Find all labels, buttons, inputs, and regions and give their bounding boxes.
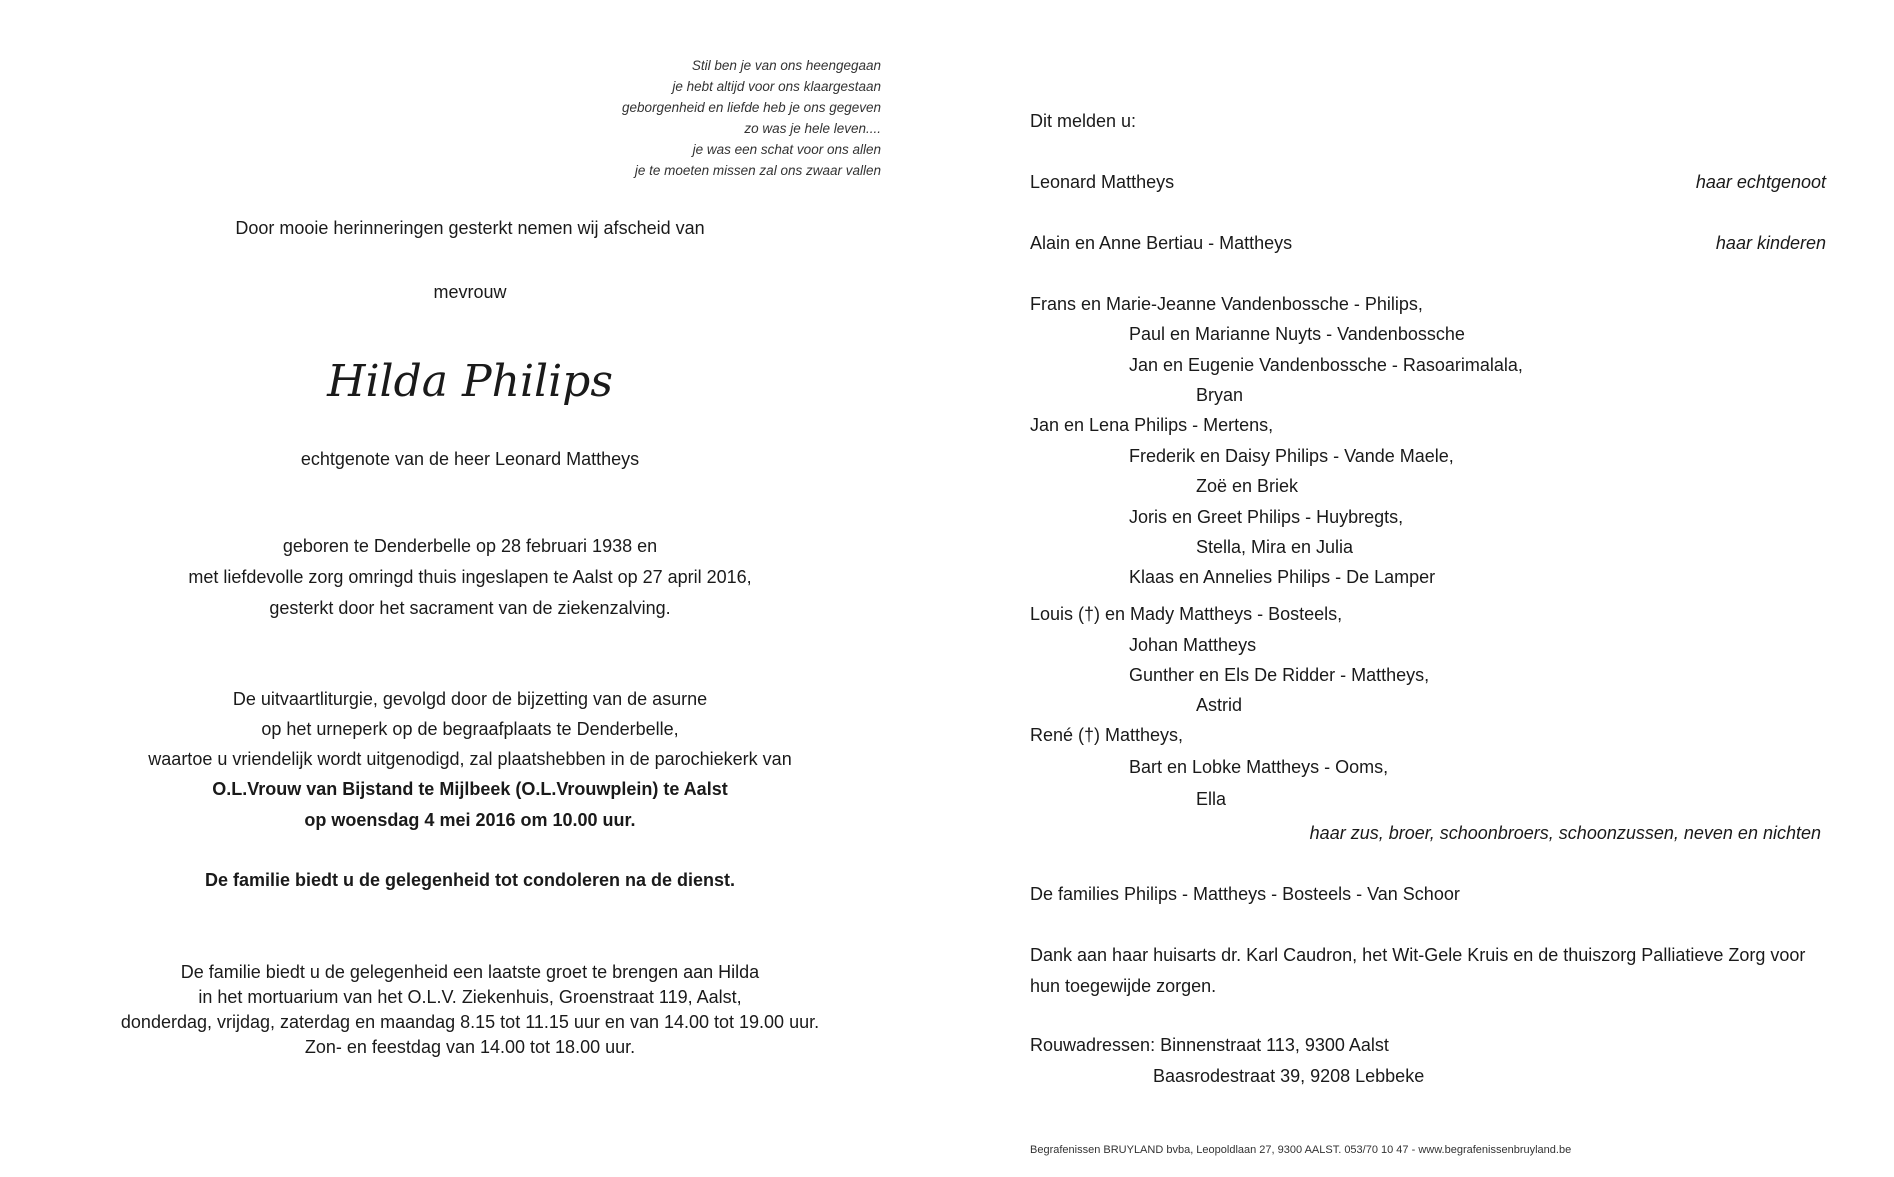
family-line: Ella (1196, 789, 1227, 809)
family-line: Klaas en Annelies Philips - De Lamper (1129, 567, 1436, 587)
visit-line: Zon- en feestdag van 14.00 tot 18.00 uur. (304, 1037, 636, 1057)
thanks-line: Dank aan haar huisarts dr. Karl Caudron, het Wit-Gele Kruis en de thuiszorg Palliatieve Zorg voor (1030, 945, 1806, 965)
visit-line: De familie biedt u de gelegenheid een laatste groet te brengen aan Hilda (180, 962, 760, 982)
poem-line: je te moeten missen zal ons zwaar vallen (634, 163, 881, 178)
poem-line: je was een schat voor ons allen (692, 142, 881, 157)
address-line: Baasrodestraat 39, 9208 Lebbeke (1153, 1066, 1425, 1086)
birth-line: gesterkt door het sacrament van de ziekenzalving. (269, 598, 671, 618)
family-line: Gunther en Els De Ridder - Mattheys, (1129, 665, 1430, 685)
husband-role: haar echtgenoot (1695, 172, 1826, 192)
birth-line: geboren te Denderbelle op 28 februari 1938 en (282, 536, 658, 556)
family-line: Stella, Mira en Julia (1196, 537, 1354, 557)
honorific: mevrouw (433, 282, 507, 302)
birth-line: met liefdevolle zorg omringd thuis ingeslapen te Aalst op 27 april 2016, (188, 567, 752, 587)
funeral-line: op het urneperk op de begraafplaats te Denderbelle, (261, 719, 679, 739)
thanks-line: hun toegewijde zorgen. (1030, 976, 1217, 996)
family-line: Bart en Lobke Mattheys - Ooms, (1129, 757, 1389, 777)
family-line: René (†) Mattheys, (1030, 725, 1184, 745)
husband-name: Leonard Mattheys (1030, 172, 1175, 192)
visit-line: donderdag, vrijdag, zaterdag en maandag 8.15 tot 11.15 uur en van 14.00 tot 19.00 uur. (120, 1012, 820, 1032)
family-line: Louis (†) en Mady Mattheys - Bosteels, (1030, 604, 1343, 624)
family-line: Jan en Eugenie Vandenbossche - Rasoarimalala, (1129, 355, 1523, 375)
visit-line: in het mortuarium van het O.L.V. Ziekenhuis, Groenstraat 119, Aalst, (198, 987, 742, 1007)
children-name: Alain en Anne Bertiau - Mattheys (1030, 233, 1293, 253)
family-line: Astrid (1196, 695, 1243, 715)
poem-line: je hebt altijd voor ons klaargestaan (672, 79, 881, 94)
date-line: op woensdag 4 mei 2016 om 10.00 uur. (304, 810, 636, 830)
poem-line: Stil ben je van ons heengegaan (691, 58, 881, 73)
poem-line: geborgenheid en liefde heb je ons gegeven (622, 100, 881, 115)
family-line: Joris en Greet Philips - Huybregts, (1129, 507, 1404, 527)
family-line: Paul en Marianne Nuyts - Vandenbossche (1129, 324, 1465, 344)
family-line: Bryan (1196, 385, 1244, 405)
address-line: Rouwadressen: Binnenstraat 113, 9300 Aalst (1030, 1035, 1389, 1055)
family-line: Frederik en Daisy Philips - Vande Maele, (1129, 446, 1454, 466)
footer-line: Begrafenissen BRUYLAND bvba, Leopoldlaan 27, 9300 AALST. 053/70 10 47 - www.begrafenissenbruyland.be (1030, 1144, 1572, 1156)
funeral-line: waartoe u vriendelijk wordt uitgenodigd, zal plaatshebben in de parochiekerk van (148, 749, 792, 769)
church-line: O.L.Vrouw van Bijstand te Mijlbeek (O.L.Vrouwplein) te Aalst (212, 779, 728, 799)
family-line: Johan Mattheys (1129, 635, 1257, 655)
funeral-line: De uitvaartliturgie, gevolgd door de bijzetting van de asurne (232, 689, 708, 709)
family-line: Frans en Marie-Jeanne Vandenbossche - Philips, (1030, 294, 1423, 314)
condolence-line: De familie biedt u de gelegenheid tot condoleren na de dienst. (204, 870, 736, 890)
family-line: Jan en Lena Philips - Mertens, (1030, 415, 1274, 435)
families-line: De families Philips - Mattheys - Bosteels - Van Schoor (1030, 884, 1460, 904)
family-line: Zoë en Briek (1196, 476, 1299, 496)
intro-text: Door mooie herinneringen gesterkt nemen wij afscheid van (235, 218, 705, 238)
announce-line: Dit melden u: (1030, 111, 1137, 131)
poem-line: zo was je hele leven.... (744, 121, 881, 136)
children-role: haar kinderen (1715, 233, 1826, 253)
deceased-name: Hilda Philips (327, 356, 613, 407)
spouse-line: echtgenote van de heer Leonard Mattheys (300, 449, 640, 469)
family-role: haar zus, broer, schoonbroers, schoonzussen, neven en nichten (1309, 823, 1821, 843)
